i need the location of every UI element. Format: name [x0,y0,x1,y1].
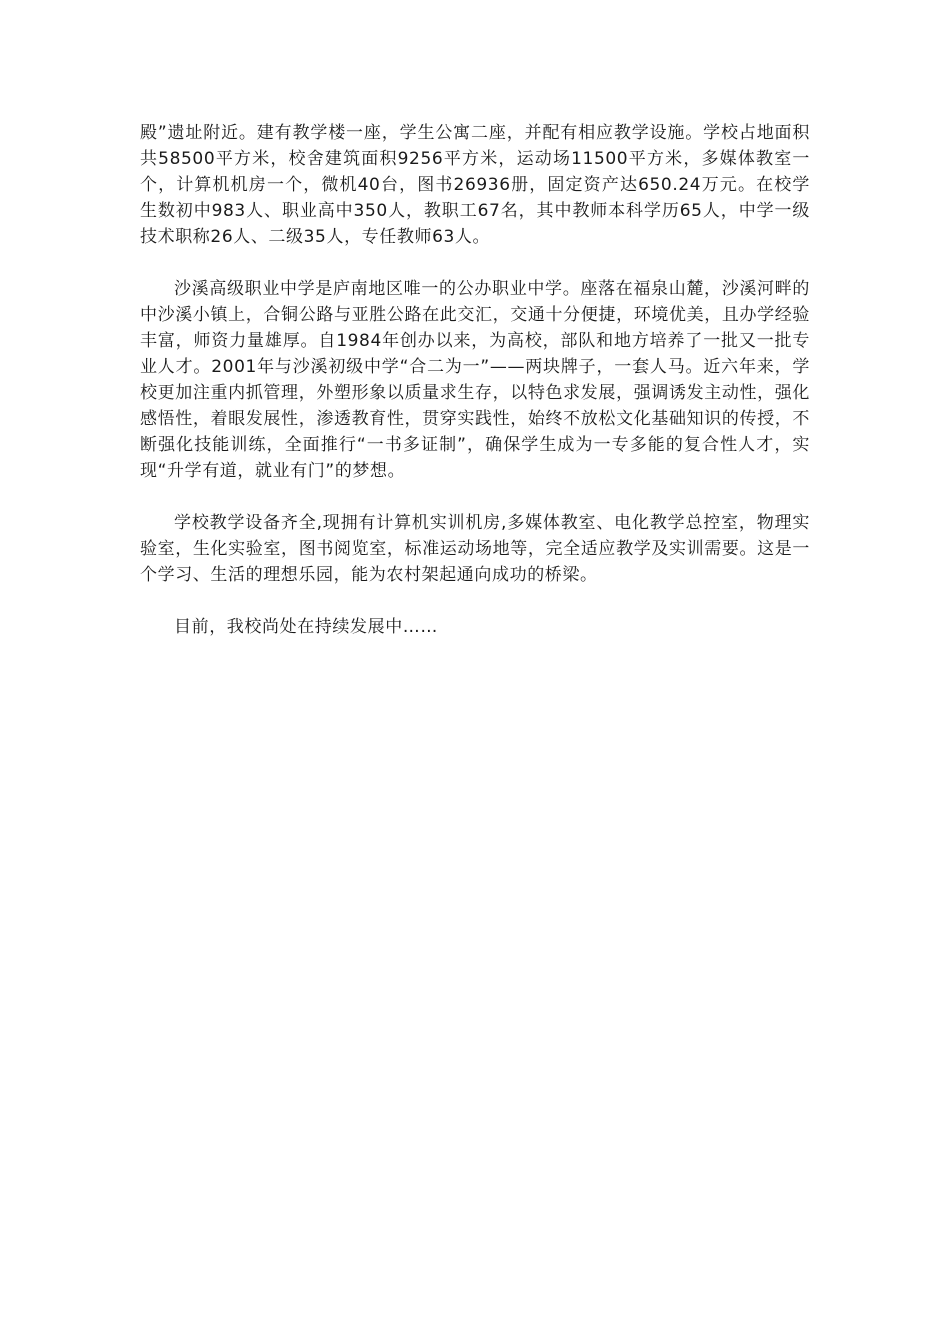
paragraph-school-introduction: 沙溪高级职业中学是庐南地区唯一的公办职业中学。座落在福泉山麓，沙溪河畔的中沙溪小镇上，合铜公路与亚胜公路在此交汇，交通十分便捷，环境优美，且办学经验丰富，师资力量雄厚。自1984年创办以来，为高校，部队和地方培养了一批又一批专业人才。2001年与沙溪初级中学“合二为一”——两块牌子，一套人马。近六年来，学校更加注重内抓管理，外塑形象以质量求生存，以特色求发展，强调诱发主动性，强化感悟性，着眼发展性，渗透教育性，贯穿实践性，始终不放松文化基础知识的传授，不断强化技能训练，全面推行“一书多证制”，确保学生成为一专多能的复合性人才，实现“升学有道，就业有门”的梦想。 [140,279,810,481]
paragraph-teaching-equipment: 学校教学设备齐全,现拥有计算机实训机房,多媒体教室、电化教学总控室，物理实验室，生化实验室，图书阅览室，标准运动场地等，完全适应教学及实训需要。这是一个学习、生活的理想乐园，能为农村架起通向成功的桥梁。 [140,513,810,585]
paragraph-current-status: 目前，我校尚处在持续发展中…… [174,617,438,637]
document-body [140,120,810,666]
paragraph-school-facilities: 殿”遗址附近。建有教学楼一座，学生公寓二座，并配有相应教学设施。学校占地面积共58500平方米，校舍建筑面积9256平方米，运动场11500平方米，多媒体教室一个，计算机机房一个，微机40台，图书26936册，固定资产达650.24万元。在校学生数初中983人、职业高中350人，教职工67名，其中教师本科学历65人，中学一级技术职称26人、二级35人，专任教师63人。 [140,123,810,247]
